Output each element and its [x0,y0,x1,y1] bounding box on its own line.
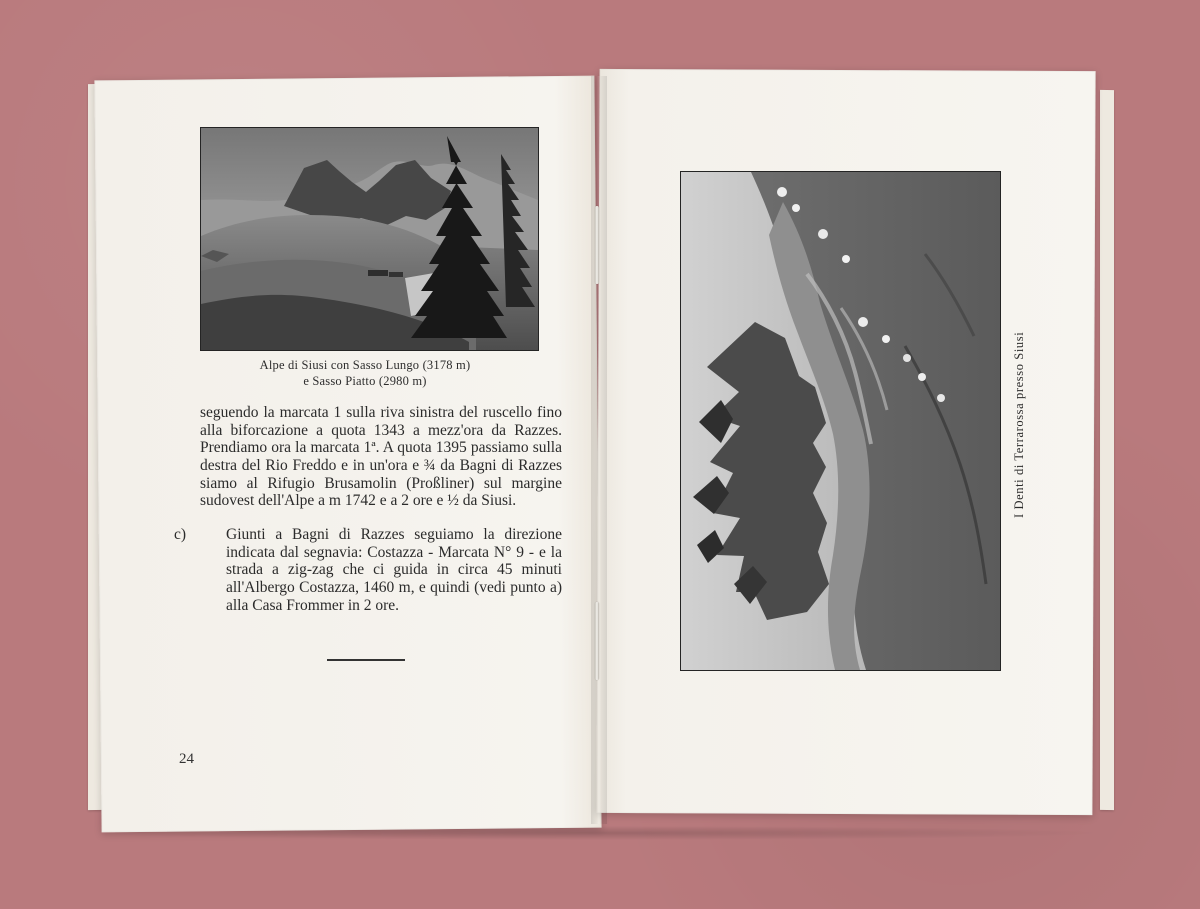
list-item-c [174,525,562,614]
right-page-edge [1100,90,1114,810]
photo-caption [230,358,500,389]
top-staple [595,206,599,284]
bottom-staple [595,602,599,680]
caption-line-1: Alpe di Siusi con Sasso Lungo (3178 m) [259,358,471,372]
page-number: 24 [179,751,194,767]
rock-formation-photo [680,171,1001,671]
alpine-photo [200,127,539,351]
book-gutter [591,76,607,824]
left-body-text [174,404,562,630]
side-photo-caption: I Denti di Terrarossa presso Siusi [1012,331,1026,519]
left-paragraph: seguendo la marcata 1 sulla riva sinistra del ruscello fino alla biforcazione a quota 1343 a mezz'ora da Razzes. Prendiamo ora la marcata 1ª. A quota 1395 passiamo sulla destra del Rio Freddo e in un'ora e ¾ da Bagni di Razzes siamo al Rifugio Brusamolin (Proßliner) sul margine sudovest dell'Alpe a m 1742 e a 2 ore e ½ da Siusi. [200,404,562,510]
caption-line-2: e Sasso Piatto (2980 m) [303,373,427,388]
section-divider [327,659,405,661]
list-item-text: Giunti a Bagni di Razzes seguiamo la direzione indicata dal segnavia: Costazza - Marcata N° 9 - e la strada a zig-zag che ci guida in circa 45 minuti all'Albergo Costazza, 1460 m, e quindi (vedi punto a) alla Casa Frommer in 2 ore. [226,525,562,614]
list-prefix: c) [174,525,187,543]
